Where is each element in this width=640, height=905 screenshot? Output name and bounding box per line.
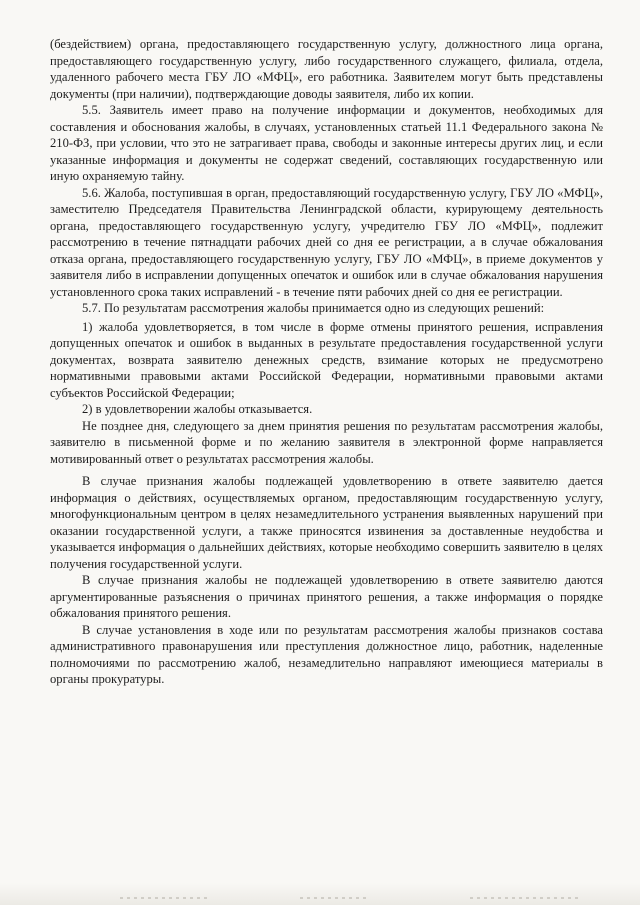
paragraph-5-6: 5.6. Жалоба, поступившая в орган, предоставляющий государственную услугу, ГБУ ЛО «МФЦ», заместителю Председателя Правительства Ленинградской области, курирующему деятельность органа, предоставляющего государственную услугу, учредителю ГБУ ЛО «МФЦ», подлежит рассмотрению в течение пятнадцати рабочих дней со дня ее регистрации, а в случае обжалования отказа органа, предоставляющего государственную услугу, ГБУ ЛО «МФЦ», в приеме документов у заявителя либо в исправлении допущенных опечаток и ошибок или в случае обжалования нарушения установленного срока таких исправлений - в течение пяти рабочих дней со дня ее регистрации. bbox=[50, 185, 603, 299]
scan-artifact-center bbox=[300, 897, 370, 899]
scan-artifact-left bbox=[120, 897, 210, 899]
paragraph-5-7: 5.7. По результатам рассмотрения жалобы принимается одно из следующих решений: bbox=[82, 301, 545, 315]
list-item-decision-1: 1) жалоба удовлетворяется, в том числе в форме отмены принятого решения, исправления допущенных опечаток и ошибок в выданных в результате предоставления государственной услуги документах, возврата заявителю денежных средств, взимание которых не предусмотрено нормативными правовыми актами Российской Федерации, нормативными правовыми актами субъектов Российской Федерации; bbox=[50, 319, 603, 400]
paragraph-complaint-upheld: В случае признания жалобы подлежащей удовлетворению в ответе заявителю дается информация о действиях, осуществляемых органом, предоставляющим государственную услугу, многофункциональным центром в целях незамедлительного устранения выявленных нарушений при оказании государственной услуги, а также приносятся извинения за доставленные неудобства и указывается информация о дальнейших действиях, которые необходимо совершить заявителю в целях получения государственной услуги. bbox=[50, 474, 603, 571]
scan-shadow bbox=[0, 883, 640, 905]
paragraph-response-deadline: Не позднее дня, следующего за днем принятия решения по результатам рассмотрения жалобы, заявителю в письменной форме и по желанию заявителя в электронной форме направляется мотивированный ответ о результатах рассмотрения жалобы. bbox=[50, 418, 603, 466]
paragraph-complaint-rejected: В случае признания жалобы не подлежащей удовлетворению в ответе заявителю даются аргументированные разъяснения о причинах принятого решения, а также информация о порядке обжалования принятого решения. bbox=[50, 573, 603, 620]
paragraph-continuation: (бездействием) органа, предоставляющего государственную услугу, должностного лица органа, предоставляющего государственную услугу, либо государственного служащего, филиала, отдела, удаленного рабочего места ГБУ ЛО «МФЦ», его работника. Заявителем могут быть представлены документы (при наличии), подтверждающие доводы заявителя, либо их копии. bbox=[50, 37, 603, 101]
paragraph-5-5: 5.5. Заявитель имеет право на получение информации и документов, необходимых для составления и обоснования жалобы, в случаях, установленных статьей 11.1 Федерального закона № 210-ФЗ, при условии, что это не затрагивает права, свободы и законные интересы других лиц, и если указанные информация и документы не содержат сведений, составляющих государственную или иную охраняемую тайну. bbox=[50, 103, 603, 183]
list-item-decision-2: 2) в удовлетворении жалобы отказывается. bbox=[82, 402, 313, 416]
scan-artifact-right bbox=[470, 897, 580, 899]
document-body bbox=[50, 36, 603, 688]
paragraph-prosecutor-referral: В случае установления в ходе или по результатам рассмотрения жалобы признаков состава административного правонарушения или преступления должностное лицо, работник, наделенные полномочиями по рассмотрению жалоб, незамедлительно направляют имеющиеся материалы в органы прокуратуры. bbox=[50, 622, 603, 686]
